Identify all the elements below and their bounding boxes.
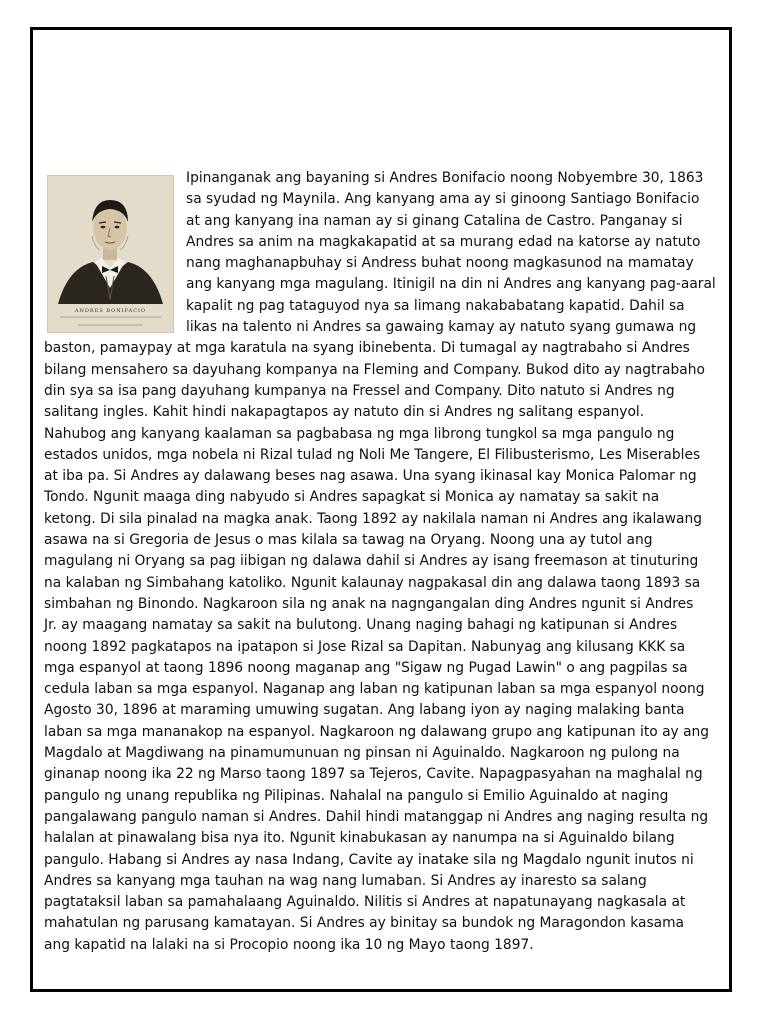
text-line: at ang kanyang ina naman ay si ginang Catalina de Castro. Panganay si (186, 212, 683, 229)
text-line: Tondo. Ngunit maaga ding nabyudo si Andres sapagkat si Monica ay namatay sa sakit na (44, 489, 660, 506)
text-line: salitang ingles. Kahit hindi nakapagtapos ay natuto din si Andres ng salitang espanyol. (44, 404, 645, 421)
text-line: ginanap noong ika 22 ng Marso taong 1897 sa Tejeros, Cavite. Napagpasyahan na maghalal ng (44, 766, 703, 783)
portrait-caption: ANDRES BONIFACIO (74, 308, 147, 314)
text-line: pangalawang pangulo naman si Andres. Dahil hindi matanggap ni Andres ang naging resulta ng (44, 808, 709, 825)
text-line: Jr. ay maagang namatay sa sakit na bulutong. Unang naging bahagi ng katipunan si Andres (44, 617, 678, 634)
text-line: Magdalo at Magdiwang na pinamumunuan ng pinsan ni Aguinaldo. Nagkaroon ng pulong na (44, 745, 680, 762)
text-line: magulang ni Oryang sa pag iibigan ng dalawa dahil si Andres ay isang freemason at tinuturing (44, 553, 699, 570)
text-line: pangulo. Habang si Andres ay nasa Indang, Cavite ay inatake sila ng Magdalo ngunit inutos ni (44, 851, 694, 868)
text-line: mahatulan ng parusang kamatayan. Si Andres ay binitay sa bundok ng Maragondon kasama (44, 915, 684, 932)
text-line: pangulo ng unang republika ng Pilipinas. Nahalal na pangulo si Emilio Aguinaldo at naging (44, 787, 669, 804)
text-line: Andres sa anim na magkakapatid at sa murang edad na katorse ay natuto (186, 233, 701, 250)
text-line: noong 1892 pagkatapos na ipatapon si Jose Rizal sa Dapitan. Nabunyag ang kilusang KKK sa (44, 638, 686, 655)
text-line: cedula laban sa mga espanyol. Naganap ang laban ng katipunan laban sa mga espanyol noong (44, 681, 705, 698)
text-line: asawa na si Gregoria de Jesus o mas kilala sa tawag na Oryang. Noong una ay tutol ang (44, 532, 653, 549)
text-line: ang kanyang mga magulang. Itinigil na din ni Andres ang kanyang pag-aaral (186, 276, 716, 293)
text-line: likas na talento ni Andres sa gawaing kamay ay natuto syang gumawa ng (186, 319, 697, 336)
body-text (44, 168, 726, 956)
text-line: bilang mensahero sa dayuhang kompanya na Fleming and Company. Bukod dito ay nagtrabaho (44, 361, 705, 378)
text-line: halalan at pinawalang bisa nya ito. Ngunit kinabukasan ay nanumpa na si Aguinaldo bilang (44, 830, 675, 847)
text-line: Andres sa kanyang mga tauhan na wag nang lumaban. Si Andres ay inaresto sa salang (44, 872, 647, 889)
text-line: Ipinanganak ang bayaning si Andres Bonifacio noong Nobyembre 30, 1863 (186, 170, 704, 186)
text-line: din sya sa isa pang dayuhang kumpanya na Fressel and Company. Dito natuto si Andres ng (44, 382, 675, 399)
text-line: ketong. Di sila pinalad na magka anak. Taong 1892 ay nakilala naman ni Andres ang ikalawang (44, 510, 702, 527)
text-line: na kalaban ng Simbahang katoliko. Ngunit kalaunay nagpakasal din ang dalawa taong 1893 sa (44, 574, 701, 591)
text-line: laban sa mga mananakop na espanyol. Nagkaroon ng dalawang grupo ang katipunan ito ay ang (44, 723, 710, 740)
text-line: pagtataksil laban sa pamahalaang Aguinaldo. Nilitis si Andres at napatunayang nagkasala at (44, 894, 686, 911)
text-line: estados unidos, mga nobela ni Rizal tulad ng Noli Me Tangere, El Filibusterismo, Les Miserables (44, 446, 701, 463)
text-line: Nahubog ang kanyang kaalaman sa pagbabasa ng mga librong tungkol sa mga pangulo ng (44, 425, 675, 442)
text-line: nang maghanapbuhay si Andress buhat noong magkasunod na mamatay (186, 255, 694, 272)
text-line: mga espanyol at taong 1896 noong maganap ang "Sigaw ng Pugad Lawin" o ang pagpilas sa (44, 659, 688, 676)
text-line: kapalit ng pag tataguyod nya sa limang nakababatang kapatid. Dahil sa (186, 297, 685, 314)
text-line: ang kapatid na lalaki na si Procopio noong ika 10 ng Mayo taong 1897. (44, 936, 534, 953)
text-line: simbahan ng Binondo. Nagkaroon sila ng anak na nagngangalan ding Andres ngunit si Andres (44, 595, 694, 612)
text-line: sa syudad ng Maynila. Ang kanyang ama ay si ginoong Santiago Bonifacio (186, 191, 700, 208)
text-line: Agosto 30, 1896 at maraming umuwing sugatan. Ang labang iyon ay naging malaking banta (44, 702, 685, 719)
text-line: at iba pa. Si Andres ay dalawang beses nag asawa. Una syang ikinasal kay Monica Palomar ng (44, 468, 697, 485)
text-line: baston, pamaypay at mga karatula na syang ibinebenta. Di tumagal ay nagtrabaho si Andres (44, 340, 690, 357)
